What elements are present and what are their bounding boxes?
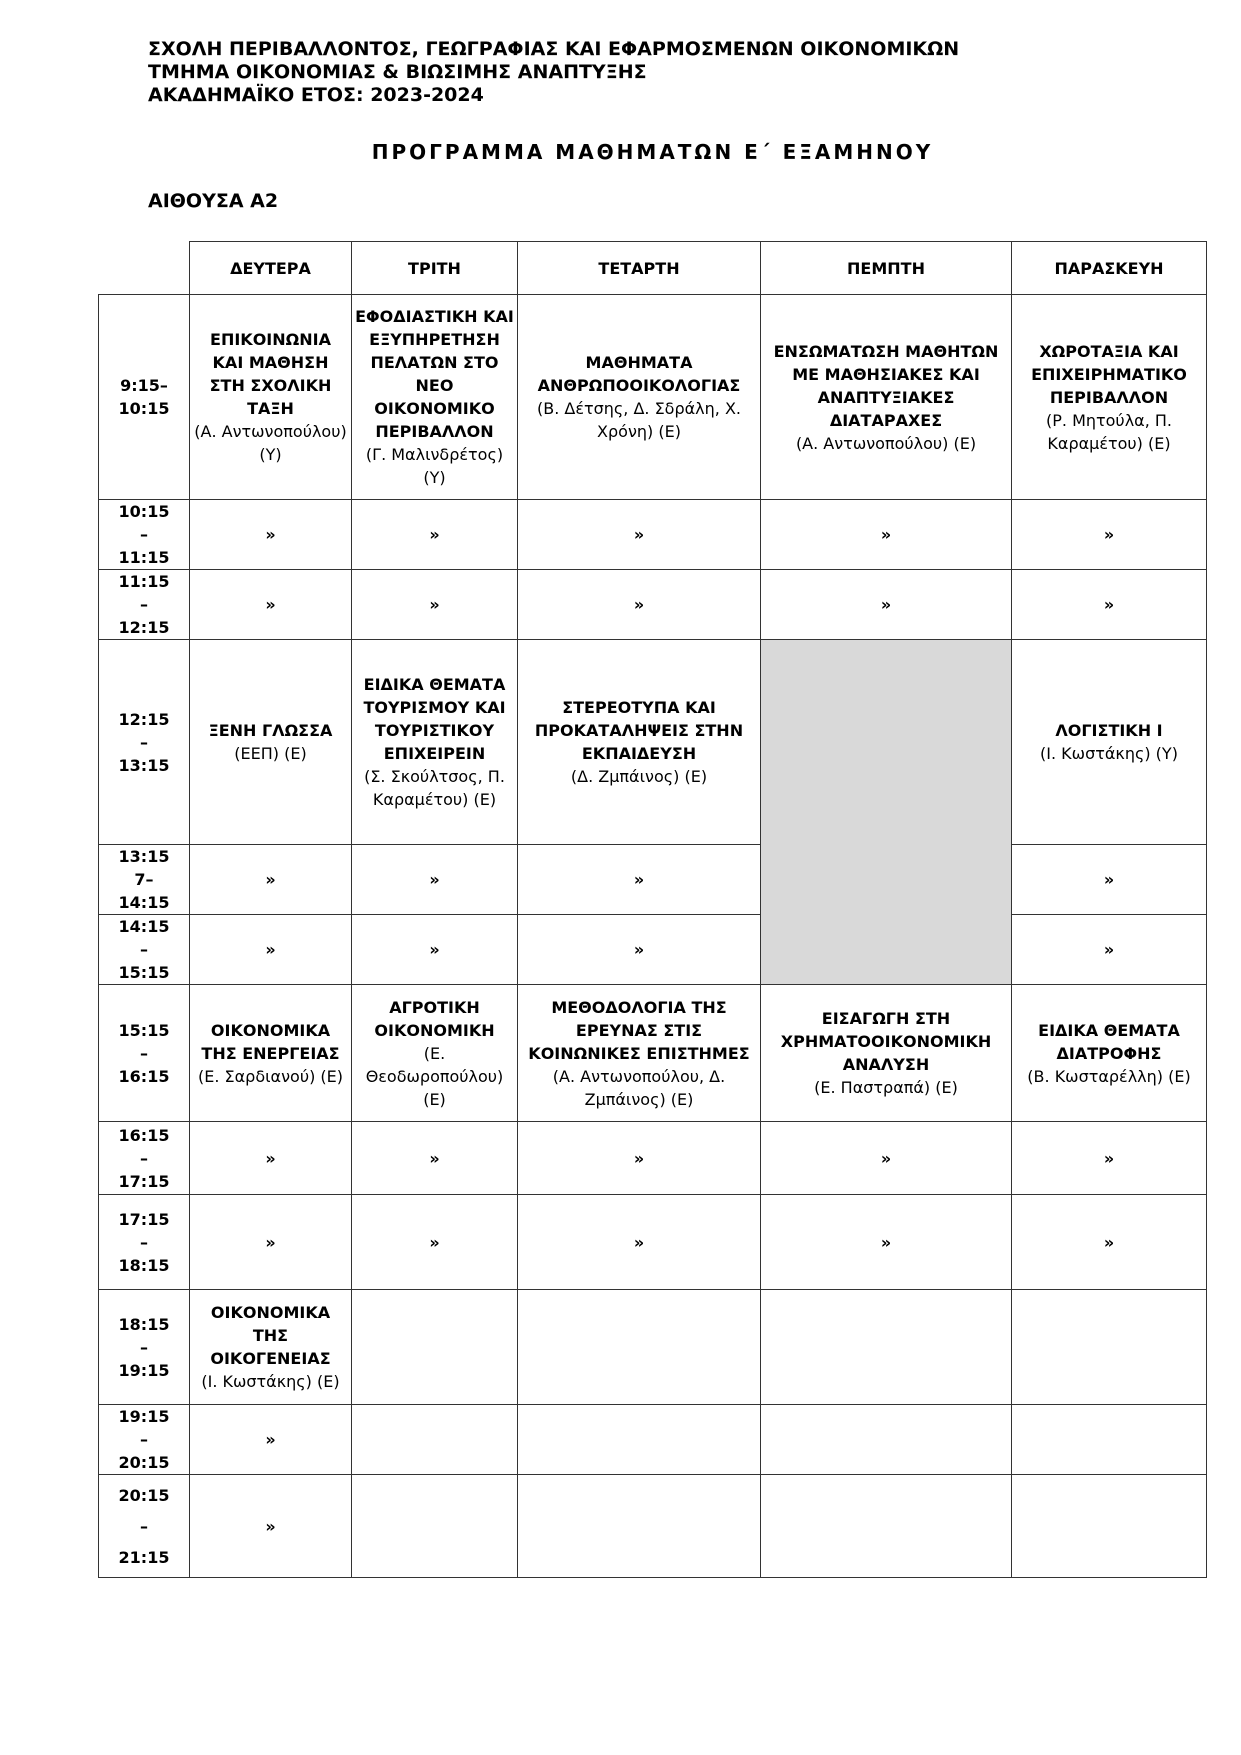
course-title: ΛΟΓΙΣΤΙΚΗ Ι	[1055, 721, 1163, 740]
course-title: ΟΙΚΟΝΟΜΙΚΑ ΤΗΣ ΕΝΕΡΓΕΙΑΣ	[201, 1020, 340, 1063]
course-cell	[352, 295, 518, 500]
course-instructor: (Δ. Ζμπάινος) (Ε)	[570, 767, 708, 786]
continuation-mark: »	[352, 845, 518, 915]
continuation-mark: »	[518, 915, 761, 985]
day-header-friday: ΠΑΡΑΣΚΕΥΗ	[1012, 242, 1207, 295]
empty-cell	[518, 1290, 761, 1405]
time-slot: 15:15 – 16:15	[99, 985, 190, 1122]
continuation-mark: »	[518, 1195, 761, 1290]
continuation-mark: »	[190, 1475, 352, 1578]
continuation-mark: »	[518, 1122, 761, 1195]
continuation-mark: »	[761, 1122, 1012, 1195]
table-row	[99, 1290, 1207, 1405]
course-instructor: (Α. Αντωνοπούλου) (Υ)	[194, 422, 347, 464]
empty-cell	[761, 1475, 1012, 1578]
course-title: ΧΩΡΟΤΑΞΙΑ ΚΑΙ ΕΠΙΧΕΙΡΗΜΑΤΙΚΟ ΠΕΡΙΒΑΛΛΟΝ	[1031, 341, 1187, 407]
course-instructor: (Γ. Μαλινδρέτος) (Υ)	[365, 445, 504, 487]
continuation-mark: »	[190, 915, 352, 985]
continuation-mark: »	[1012, 500, 1207, 570]
continuation-mark: »	[761, 500, 1012, 570]
course-title: ΕΠΙΚΟΙΝΩΝΙΑ ΚΑΙ ΜΑΘΗΣΗ ΣΤΗ ΣΧΟΛΙΚΗ ΤΑΞΗ	[209, 330, 332, 418]
time-slot: 10:15 – 11:15	[99, 500, 190, 570]
course-instructor: (Α. Αντωνοπούλου, Δ. Ζμπάινος) (Ε)	[552, 1066, 726, 1109]
course-cell	[190, 985, 352, 1122]
document-header	[148, 38, 959, 107]
table-row	[99, 1405, 1207, 1475]
empty-cell	[1012, 1475, 1207, 1578]
course-instructor: (ΕΕΠ) (Ε)	[234, 744, 307, 763]
academic-year: ΑΚΑΔΗΜΑΪΚΟ ΕΤΟΣ: 2023-2024	[148, 84, 484, 106]
continuation-mark: »	[1012, 1122, 1207, 1195]
course-cell	[518, 640, 761, 845]
time-slot: 11:15 – 12:15	[99, 570, 190, 640]
page-title: ΠΡΟΓΡΑΜΜΑ ΜΑΘΗΜΑΤΩΝ Ε΄ ΕΞΑΜΗΝΟΥ	[371, 140, 934, 164]
time-slot: 14:15 – 15:15	[99, 915, 190, 985]
continuation-mark: »	[190, 1405, 352, 1475]
course-title: ΞΕΝΗ ΓΛΩΣΣΑ	[208, 721, 333, 740]
continuation-mark: »	[1012, 570, 1207, 640]
day-header-wednesday: ΤΕΤΑΡΤΗ	[518, 242, 761, 295]
time-slot: 16:15 – 17:15	[99, 1122, 190, 1195]
time-slot: 9:15– 10:15	[99, 295, 190, 500]
continuation-mark: »	[352, 1122, 518, 1195]
continuation-mark: »	[352, 570, 518, 640]
continuation-mark: »	[190, 1195, 352, 1290]
time-slot: 12:15 – 13:15	[99, 640, 190, 845]
continuation-mark: »	[352, 915, 518, 985]
table-row	[99, 295, 1207, 500]
course-cell	[352, 985, 518, 1122]
continuation-mark: »	[190, 500, 352, 570]
continuation-mark: »	[1012, 845, 1207, 915]
time-slot: 13:15 7– 14:15	[99, 845, 190, 915]
course-cell	[761, 985, 1012, 1122]
table-row	[99, 1122, 1207, 1195]
continuation-mark: »	[518, 570, 761, 640]
table-row	[99, 985, 1207, 1122]
time-slot: 20:15 – 21:15	[99, 1475, 190, 1578]
table-row	[99, 570, 1207, 640]
continuation-mark: »	[761, 570, 1012, 640]
course-cell	[190, 295, 352, 500]
course-title: ΕΙΣΑΓΩΓΗ ΣΤΗ ΧΡΗΜΑΤΟΟΙΚΟΝΟΜΙΚΗ ΑΝΑΛΥΣΗ	[780, 1009, 992, 1074]
course-cell	[1012, 640, 1207, 845]
continuation-mark: »	[1012, 915, 1207, 985]
course-title: ΕΦΟΔΙΑΣΤΙΚΗ ΚΑΙ ΕΞΥΠΗΡΕΤΗΣΗ ΠΕΛΑΤΩΝ ΣΤΟ ΝΕΟ ΟΙΚΟΝΟΜΙΚΟ ΠΕΡΙΒΑΛΛΟΝ	[355, 307, 514, 441]
course-instructor: (Α. Αντωνοπούλου) (Ε)	[795, 433, 977, 453]
schedule-table	[98, 241, 1207, 1578]
continuation-mark: »	[190, 845, 352, 915]
table-row	[99, 915, 1207, 985]
table-row	[99, 500, 1207, 570]
course-instructor: (Ε. Παστραπά) (Ε)	[814, 1078, 958, 1097]
continuation-mark: »	[518, 845, 761, 915]
course-instructor: (Ε. Σαρδιανού) (Ε)	[198, 1066, 343, 1086]
day-header-tuesday: ΤΡΙΤΗ	[352, 242, 518, 295]
table-row	[99, 845, 1207, 915]
course-cell	[761, 295, 1012, 500]
school-name: ΣΧΟΛΗ ΠΕΡΙΒΑΛΛΟΝΤΟΣ, ΓΕΩΓΡΑΦΙΑΣ ΚΑΙ ΕΦΑΡΜΟΣΜΕΝΩΝ ΟΙΚΟΝΟΜΙΚΩΝ	[148, 38, 960, 60]
course-cell	[518, 295, 761, 500]
continuation-mark: »	[190, 570, 352, 640]
course-title: ΣΤΕΡΕΟΤΥΠΑ ΚΑΙ ΠΡΟΚΑΤΑΛΗΨΕΙΣ ΣΤΗΝ ΕΚΠΑΙΔΕΥΣΗ	[534, 698, 744, 763]
time-slot: 18:15 – 19:15	[99, 1290, 190, 1405]
course-title: ΜΑΘΗΜΑΤΑ ΑΝΘΡΩΠΟΟΙΚΟΛΟΓΙΑΣ	[537, 353, 741, 395]
empty-cell	[518, 1475, 761, 1578]
course-cell	[1012, 985, 1207, 1122]
course-title: ΑΓΡΟΤΙΚΗ ΟΙΚΟΝΟΜΙΚΗ	[374, 997, 495, 1040]
course-cell	[518, 985, 761, 1122]
time-slot: 19:15 – 20:15	[99, 1405, 190, 1475]
course-cell	[1012, 295, 1207, 500]
table-row	[99, 640, 1207, 845]
course-instructor: (Ε. Θεοδωροπούλου) (Ε)	[365, 1043, 504, 1109]
corner-cell	[99, 242, 190, 295]
course-title: ΕΙΔΙΚΑ ΘΕΜΑΤΑ ΤΟΥΡΙΣΜΟΥ ΚΑΙ ΤΟΥΡΙΣΤΙΚΟΥ ΕΠΙΧΕΙΡΕΙΝ	[363, 675, 506, 763]
course-title: ΜΕΘΟΔΟΛΟΓΙΑ ΤΗΣ ΕΡΕΥΝΑΣ ΣΤΙΣ ΚΟΙΝΩΝΙΚΕΣ ΕΠΙΣΤΗΜΕΣ	[528, 997, 750, 1063]
empty-cell	[761, 1405, 1012, 1475]
empty-cell	[352, 1475, 518, 1578]
room-label: ΑΙΘΟΥΣΑ Α2	[148, 190, 279, 212]
course-title: ΕΙΔΙΚΑ ΘΕΜΑΤΑ ΔΙΑΤΡΟΦΗΣ	[1038, 1020, 1180, 1063]
table-row	[99, 1195, 1207, 1290]
day-header-thursday: ΠΕΜΠΤΗ	[761, 242, 1012, 295]
course-cell	[190, 640, 352, 845]
course-cell	[190, 1290, 352, 1405]
empty-cell	[1012, 1290, 1207, 1405]
course-instructor: (Ρ. Μητούλα, Π. Καραμέτου) (Ε)	[1046, 410, 1172, 453]
continuation-mark: »	[761, 1195, 1012, 1290]
course-instructor: (Σ. Σκούλτσος, Π. Καραμέτου) (Ε)	[364, 767, 505, 809]
course-title: ΕΝΣΩΜΑΤΩΣΗ ΜΑΘΗΤΩΝ ΜΕ ΜΑΘΗΣΙΑΚΕΣ ΚΑΙ ΑΝΑΠΤΥΞΙΑΚΕΣ ΔΙΑΤΑΡΑΧΕΣ	[773, 341, 999, 430]
empty-cell	[352, 1290, 518, 1405]
course-instructor: (Ι. Κωστάκης) (Υ)	[1040, 744, 1178, 763]
department-name: ΤΜΗΜΑ ΟΙΚΟΝΟΜΙΑΣ & ΒΙΩΣΙΜΗΣ ΑΝΑΠΤΥΞΗΣ	[148, 61, 647, 83]
empty-cell	[761, 1290, 1012, 1405]
table-row	[99, 1475, 1207, 1578]
continuation-mark: »	[1012, 1195, 1207, 1290]
continuation-mark: »	[190, 1122, 352, 1195]
course-instructor: (Ι. Κωστάκης) (Ε)	[201, 1372, 340, 1391]
continuation-mark: »	[518, 500, 761, 570]
time-slot: 17:15 – 18:15	[99, 1195, 190, 1290]
day-header-monday: ΔΕΥΤΕΡΑ	[190, 242, 352, 295]
course-instructor: (Β. Κωσταρέλλη) (Ε)	[1027, 1066, 1191, 1086]
continuation-mark: »	[352, 500, 518, 570]
course-instructor: (Β. Δέτσης, Δ. Σδράλη, Χ. Χρόνη) (Ε)	[536, 399, 741, 441]
course-title: ΟΙΚΟΝΟΜΙΚΑ ΤΗΣ ΟΙΚΟΓΕΝΕΙΑΣ	[210, 1303, 331, 1368]
empty-shaded-cell	[761, 640, 1012, 985]
empty-cell	[1012, 1405, 1207, 1475]
course-cell	[352, 640, 518, 845]
continuation-mark: »	[352, 1195, 518, 1290]
table-header-row	[99, 242, 1207, 295]
empty-cell	[518, 1405, 761, 1475]
empty-cell	[352, 1405, 518, 1475]
